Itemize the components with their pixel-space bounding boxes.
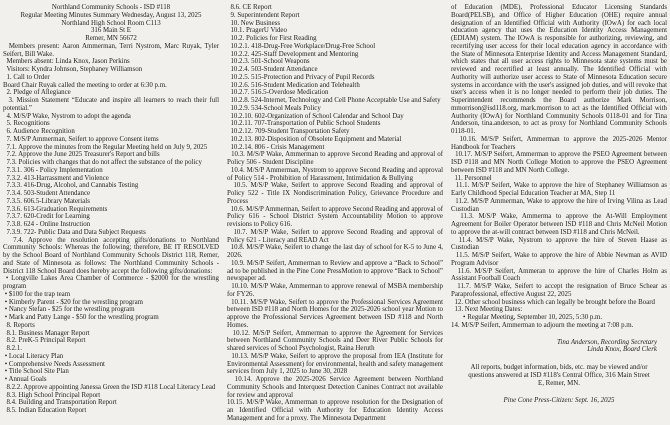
minutes-line: 10.2.4. 503-Student Attendance	[227, 66, 318, 73]
minutes-line: 10.12. M/S/P Seifert, Ammerman to approve the Agreement for Services between Northland Community Schools and Deer River Public Schools for shared services of School Psychologist, Raina Heruth	[227, 329, 443, 352]
column-left	[3, 4, 219, 421]
minutes-line: 10. New Business	[227, 19, 281, 27]
header-line: Northland Community Schools - ISD #118	[51, 4, 171, 11]
minutes-line: • Kimberly Parent - $20 for the wrestling program	[3, 298, 143, 306]
minutes-line: 4. M/S/P Wake, Nystrom to adopt the agenda	[3, 112, 131, 120]
column-right-body	[451, 4, 667, 330]
minutes-line: 10.2.3. 501-School Weapons	[227, 58, 310, 66]
minutes-line: 7.3.1. 306 - Policy Implementation	[3, 166, 103, 174]
minutes-line: 10.3. M/S/P Wake, Ammerman to approve Second Reading and approval of Policy 506 - Student Discipline	[227, 151, 443, 166]
minutes-line: 7.3. Policies with changes that do not affect the substance of the policy	[3, 159, 202, 166]
minutes-line: 7.3.9. 722- Public Data and Data Subject Requests	[3, 228, 146, 236]
minutes-line: 10.9. M/S/P Seifert, Ammerman to Review and approve a “Back to School” ad to be published in the Pine Cone PressMotion to approve “Back to School” newspaper ad.	[227, 259, 443, 283]
minutes-line: 10.2.10. 602-Organization of School Calendar and School Day	[227, 112, 404, 120]
minutes-line: 8.3. High School Principal Report	[3, 391, 101, 399]
minutes-line: 11.4. M/S/P Wake, Nystrom to approve the hire of Steven Haase as Custodian	[451, 236, 667, 252]
minutes-line: 10.14. Approve the 2025-2026 Service Agreement between Northland Community Schools and Interquest Detection Canines Contract not available for review and approval	[227, 376, 443, 399]
minutes-line: • Mark and Patty Lange - $50 for the wrestling program	[3, 314, 159, 321]
minutes-line: 8.2. PreK-5 Principal Report	[3, 337, 86, 345]
minutes-line: • Nancy Stefan - $25 for the wrestling program	[3, 306, 135, 314]
minutes-line: 8.2.2. Approve appointing Janessa Green the ISD #118 Local Literacy Lead	[3, 383, 216, 391]
minutes-line: Members present: Aaron Ammerman, Terri Nystrom, Marc Ruyak, Tyler Seifert, Bill Wake.	[3, 42, 219, 58]
minutes-line: of Education (MDE), Professional Educator Licensing Standards Board(PELSB), and Office of Higher Education (OHE) require annual designation of an Identified Official with Authority (IOwA) for each local education agency that uses the Education Identity Access Management (EDIAM) system. The IOwA is responsible for authorizing, reviewing, and recertifying user access for their local education agency in accordance with the State of Minnesota Enterprise Identity and Access Management Standard, which states that all user access rights to Minnesota state systems must be reviewed and recertified at least annually. The Identified Official with Authority will authorize user access to State of Minnesota Education secure systems in accordance with the user's assigned job duties, and will revoke that user's access when it is no longer needed to perform their job duties. The Superintendent recommends the Board authorize Mark Morrison, mmorrison@isd118.org, mark.morrison to act as the Identified Official with Authority (IOwA) for Northland Community Schools 0118-01 and for Tina Anderson, tina.anderson, to act as proxy for Northland Community Schools 0118-01.	[451, 4, 667, 135]
minutes-line: 10.17. M/S/P Seifert, Ammerman to approve the PSEO Agreement between ISD #118 and MN North College Motion to approve the PSEO Agreement between ISD #118 and MN North College.	[451, 151, 667, 174]
signature-line: Tina Anderson, Recording Secretary	[556, 338, 657, 346]
minutes-line: 10.13. M/S/P Wake, Seifert to approve the proposal from IEA (Institute for Environmental Assessment) for environmental, health and safety management services from July 1, 2025 to June 30, 2028	[227, 352, 443, 376]
minutes-line: 6. Audience Recognition	[3, 128, 75, 135]
minutes-line: 10.2. Policies for First Reading	[227, 35, 317, 42]
minutes-line: 8.5. Indian Education Report	[3, 407, 87, 414]
minutes-line: 10.2.7. 516.5-Overdose Medication	[227, 89, 329, 97]
minutes-line: 7.3.4. 503-Student Attendance	[3, 190, 91, 197]
minutes-line: • Local Literacy Plan	[3, 352, 64, 360]
minutes-line: 8.2.1.	[3, 345, 22, 352]
minutes-line: 13. Next Meeting Dates:	[451, 306, 523, 314]
minutes-line: Members absent: Linda Knox, Jason Perkins	[3, 58, 130, 66]
minutes-line: 7.1. Approve the minutes from the Regular Meeting held on July 9, 2025	[3, 143, 208, 151]
column-right	[451, 4, 667, 421]
document-header	[3, 4, 219, 43]
minutes-line: 7.3.7. 620-Credit for Learning	[3, 213, 90, 221]
minutes-line: 10.2.14. 806 - Crisis Management	[227, 143, 325, 151]
minutes-line: 11. Personnel	[451, 174, 492, 182]
minutes-line: 10.11. M/S/P Wake, Seifert to approve the Professional Services Agreement between ISD #118 and North Homes for the 2025-2026 school year Motion to approve the Professional Services Agreement between ISD #118 and North Homes.	[227, 298, 443, 329]
minutes-line: 11.2. M/S/P Ammerman, Wake to approve the hire of Irving Vilina as Lead Custodian	[451, 197, 667, 213]
minutes-line: 11.1. M/S/P Seifert, Wake to approve the hire of Stephaney Williamson as Early Childhood Special Education Teacher at MA, Step 11	[451, 182, 667, 197]
minutes-line: 10.6. M/S/P Ammerman, Seifert to approve Second Reading and approval of Policy 616 - School District System Accountability Motion to approve revisions to Policy 616.	[227, 205, 443, 228]
minutes-line: 7.3.6. 613-Graduation Requirements	[3, 205, 108, 213]
minutes-line: 10.2.5. 515-Protection and Privacy of Pupil Records	[227, 73, 375, 81]
minutes-line: 10.2.13. 802-Disposition of Obsolete Equipment and Material	[227, 135, 402, 143]
minutes-line: • $100 for the trap team	[3, 290, 71, 298]
minutes-line: 1. Call to Order	[3, 73, 50, 81]
footer-notice: All reports, budget information, bids, etc. may be viewed and/or questions answered at ISD #118's Central Office, 316 Main Street E, Remer, MN.	[468, 364, 650, 387]
minutes-line: 7.3.5. 606.5-Library Materials	[3, 197, 90, 205]
minutes-line: 10.2.12. 709-Student Transportation Safety	[227, 128, 350, 135]
minutes-line: 10.4. M/S/P Ammerman, Nystrom to approve Second Reading and approval of Policy 514 - Prohibition of Harassment, Intimidation & Bullying	[227, 166, 443, 182]
minutes-line: 7.2. Approve the June 2025 Treasurer's Report and bills	[3, 151, 160, 159]
minutes-line: 10.8. M/S/P Wake, Seifert to change the last day of school for K-5 to June 4, 2026.	[227, 244, 443, 259]
minutes-line: • Regular Meeting, September 10, 2025, 5:30 p.m.	[451, 314, 603, 321]
minutes-line: 10.10. M/S/P Wake, Ammerman to approve renewal of MSBA membership for FY26.	[227, 283, 443, 298]
minutes-line: 11.3. M/S/P Wake, Ammerma to approve the At-Will Employment Agreement for Boiler Operator between ISD #118 and Chris McNeil Motion to approve the at-will contract between ISD #118 and Chris McNeil.	[451, 213, 667, 236]
minutes-line: 10.5. M/S/P Wake, Seifert to approve Second Reading and approval of Policy 522 - Title IX Nondiscrimination Policy, Grievance Procedure and Process	[227, 182, 443, 205]
minutes-line: 14. M/S/P Seifert, Ammerman to adjourn the meeting at 7:08 p.m.	[451, 321, 634, 329]
minutes-line: 2. Pledge of Allegiance	[3, 89, 71, 97]
header-line: 316 Main St E	[90, 27, 131, 35]
minutes-line: 8.4. Building and Transportation Report	[3, 399, 117, 407]
minutes-line: 7.3.2. 413-Harrassment and Violence	[3, 174, 109, 182]
minutes-line: 10.2.8. 524-Internet, Technology and Cell Phone Acceptable Use and Safety	[227, 97, 441, 104]
minutes-line: 10.2.11. 707-Transportation of Public School Students	[227, 120, 381, 128]
publication-line: Pine Cone Press-Citizen: Sept. 16, 2025	[503, 397, 615, 405]
header-line: Regular Meeting Minutes Summary Wednesday, August 13, 2025	[20, 11, 202, 19]
minutes-line: 10.2.9. 534-School Meals Policy	[227, 104, 321, 112]
minutes-line: 5. Recognitions	[3, 120, 50, 128]
minutes-line: 10.2.2. 425-Staff Development and Mentoring	[227, 50, 359, 58]
minutes-line: 9. Superintendent Report	[227, 11, 300, 19]
signature-block	[451, 339, 667, 355]
minutes-line: 10.1. PragerU Video	[227, 27, 287, 35]
minutes-line: 3. Mission Statement “Educate and inspire all learners to reach their full potential.”	[3, 97, 219, 112]
minutes-line: 10.15. M/S/P Wake, Ammerman to approve resolution for the Designation of an Identified Official with Authority for Education Identity Access Management and for a proxy. The Minnesota Department	[227, 399, 443, 421]
signature-line: Linda Knox, Board Clerk	[587, 346, 657, 354]
minutes-line: 10.16. M/S/P Seifert, Ammerman to approve the 2025-2026 Mentor Handbook for Teachers	[451, 135, 667, 151]
minutes-line: 7.3.8. 624 - Online Instruction	[3, 221, 91, 228]
minutes-line: 8.1. Business Manager Report	[3, 329, 90, 337]
minutes-line: 7.4. Approve the resolution accepting gifts/donations to Northland Community Schools: Whereas the following; therefore, BE IT RESOLVED by the School Board of Northland Community Schools District 118, Remer, and State of Minnesota as follows: The Northland Community Schools - District 118 School Board does hereby accept the following gifts/donations:	[3, 236, 219, 275]
minutes-line: Board Chair Ruyak called the meeting to order at 6:30 p.m.	[3, 81, 167, 89]
minutes-line: 10.2.6. 516-Student Medication and Telehealth	[227, 81, 360, 89]
minutes-line: 7.3.3. 416-Drug, Alcohol, and Cannabis Testing	[3, 182, 139, 190]
column-left-body	[3, 43, 219, 415]
minutes-line: 7. M/S/P Ammerman, Seifert to approve Consent items	[3, 135, 159, 143]
minutes-line: Visitors: Kyndra Johnson, Stephaney Williamson	[3, 66, 143, 73]
header-line: Northland High School Room C113	[61, 19, 161, 27]
minutes-line: • Title School Site Plan	[3, 368, 69, 376]
minutes-line: • Comprehensive Needs Assessment	[3, 360, 105, 368]
minutes-line: 8. Reports	[3, 321, 35, 329]
minutes-line: 11.7. M/S/P Wake, Seifert to accept the resignation of Bruce Schear as Paraprofessional, effective August 22, 2025	[451, 283, 667, 298]
minutes-line: • Longville Lakes Area Chamber of Commerce - $2000 for the wrestling program	[3, 275, 219, 290]
minutes-line: 11.5. M/S/P Seifert, Wake to approve the hire of Abbie Newman as AVID Program Advisor	[451, 252, 667, 267]
header-line: Remer, MN 56672	[85, 35, 137, 42]
minutes-line: 11.6. M/S/P Seifert, Ammeran to approve the hire of Charles Holm as Assistant Football Coach	[451, 267, 667, 283]
minutes-line: 10.2.1. 418-Drug-Free Workplace/Drug-Free School	[227, 42, 376, 50]
minutes-line: • Annual Goals	[3, 376, 47, 383]
column-middle-body	[227, 4, 443, 421]
minutes-line: 8.6. CE Report	[227, 4, 272, 11]
minutes-line: 12. Other school business which can legally be brought before the Board	[451, 298, 655, 306]
column-middle	[227, 4, 443, 421]
minutes-line: 10.7. M/S/P Wake, Seifert to approve Second Reading and approval of Policy 621 - Literacy and READ Act	[227, 228, 443, 244]
